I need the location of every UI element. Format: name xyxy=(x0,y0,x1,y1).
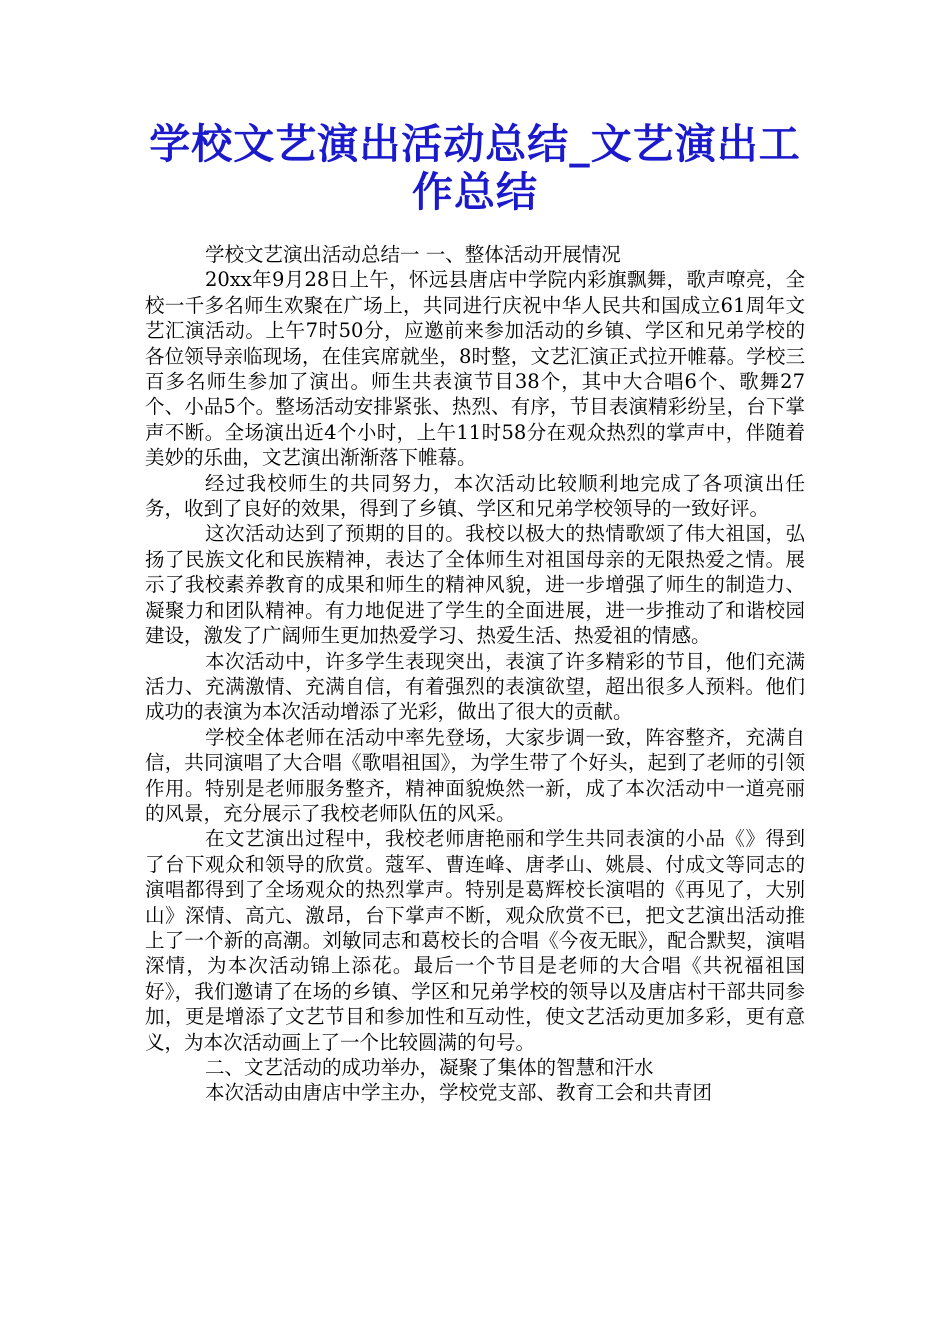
paragraph: 本次活动中，许多学生表现突出，表演了许多精彩的节目，他们充满活力、充满激情、充满自信，有着强烈的表演欲望，超出很多人预料。他们成功的表演为本次活动增添了光彩，做出了很大的贡献。 xyxy=(145,649,805,724)
paragraph: 本次活动由唐店中学主办，学校党支部、教育工会和共青团 xyxy=(205,1081,713,1105)
paragraph: 在文艺演出过程中，我校老师唐艳丽和学生共同表演的小品《》得到了台下观众和领导的欣赏。蔻军、曹连峰、唐孝山、姚晨、付成文等同志的演唱都得到了全场观众的热烈掌声。特别是葛辉校长演唱的《再见了，大别山》深情、高亢、激昂，台下掌声不断，观众欣赏不已，把文艺演出活动推上了一个新的高潮。刘敏同志和葛校长的合唱《今夜无眠》，配合默契，演唱深情，为本次活动锦上添花。最后一个节目是老师的大合唱《共祝福祖国好》，我们邀请了在场的乡镇、学区和兄弟学校的领导以及唐店村干部共同参加，更是增添了文艺节目和参加性和互动性，使文艺活动更加多彩，更有意义，为本次活动画上了一个比较圆满的句号。 xyxy=(145,827,805,1054)
paragraph: 20xx年9月28日上午，怀远县唐店中学院内彩旗飘舞，歌声嘹亮，全校一千多名师生欢聚在广场上，共同进行庆祝中华人民共和国成立61周年文艺汇演活动。上午7时50分，应邀前来参加活动的乡镇、学区和兄弟学校的各位领导亲临现场，在佳宾席就坐，8时整，文艺汇演正式拉开帷幕。学校三百多名师生参加了演出。师生共表演节目38个，其中大合唱6个、歌舞27个、小品5个。整场活动安排紧张、热烈、有序，节目表演精彩纷呈，台下掌声不断。全场演出近4个小时，上午11时58分在观众热烈的掌声中，伴随着美妙的乐曲，文艺演出渐渐落下帷幕。 xyxy=(145,268,805,470)
document-body xyxy=(145,242,805,1106)
paragraph: 经过我校师生的共同努力，本次活动比较顺利地完成了各项演出任务，收到了良好的效果，得到了乡镇、学区和兄弟学校领导的一致好评。 xyxy=(145,471,805,521)
paragraph-section-heading-1: 学校文艺演出活动总结一 一、整体活动开展情况 xyxy=(205,243,621,266)
paragraph-section-heading-2: 二、文艺活动的成功举办，凝聚了集体的智慧和汗水 xyxy=(205,1056,654,1079)
paragraph: 学校全体老师在活动中率先登场，大家步调一致，阵容整齐，充满自信，共同演唱了大合唱《歌唱祖国》，为学生带了个好头，起到了老师的引领作用。特别是老师服务整齐，精神面貌焕然一新，成了本次活动中一道亮丽的风景，充分展示了我校老师队伍的风采。 xyxy=(145,725,805,825)
document-page xyxy=(145,120,805,1106)
paragraph: 这次活动达到了预期的目的。我校以极大的热情歌颂了伟大祖国，弘扬了民族文化和民族精神，表达了全体师生对祖国母亲的无限热爱之情。展示了我校素养教育的成果和师生的精神风貌，进一步增强了师生的制造力、凝聚力和团队精神。有力地促进了学生的全面进展，进一步推动了和谐校园建设，激发了广阔师生更加热爱学习、热爱生活、热爱祖的情感。 xyxy=(145,522,805,648)
document-title: 学校文艺演出活动总结_文艺演出工作总结 xyxy=(149,120,801,216)
